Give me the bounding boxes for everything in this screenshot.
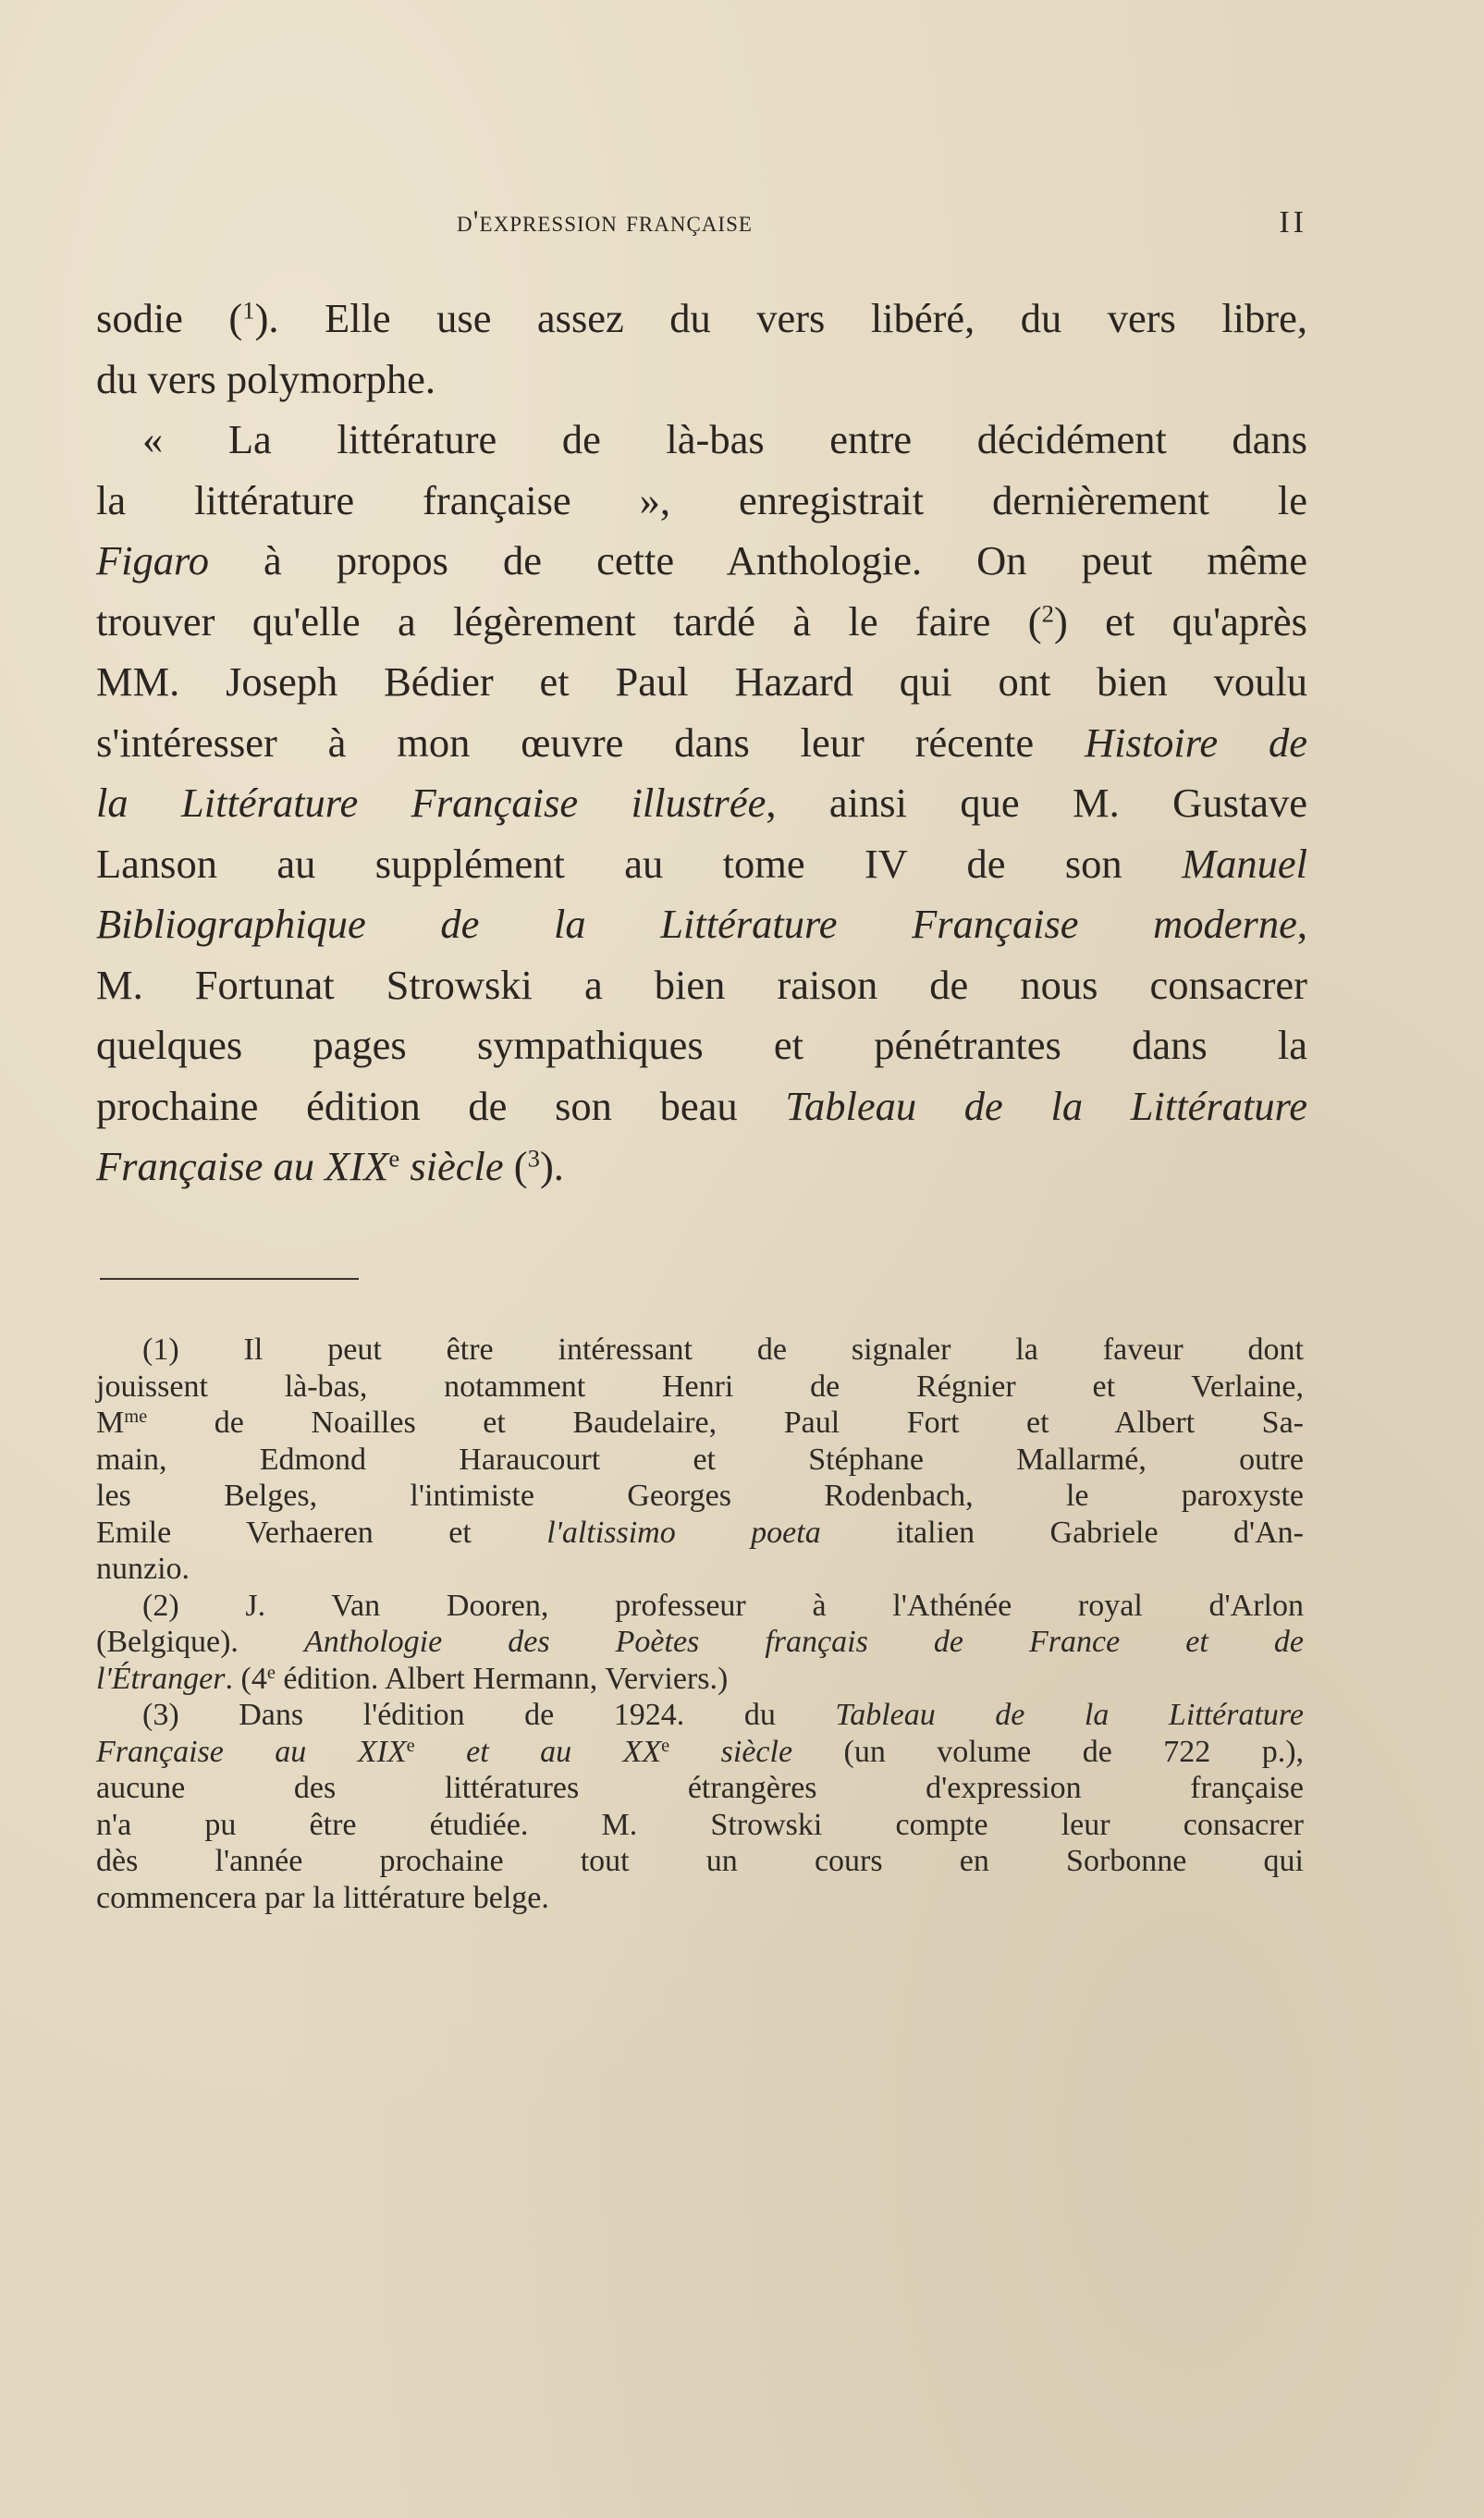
text-line: Française au XIXe siècle ($^3$). bbox=[96, 1143, 564, 1189]
text-line: Lanson au supplément au tome IV de son Manuel bbox=[96, 840, 1307, 887]
footnote-ref: 1 bbox=[242, 296, 255, 325]
text-line: du vers polymorphe. bbox=[96, 355, 436, 402]
text-line: la Littérature Française illustrée, ainsi que M. Gustave bbox=[96, 780, 1307, 826]
text-line: sodie ($^1$). Elle use assez du vers libéré, du vers libre, bbox=[96, 295, 1307, 341]
footnote-line: $M^{me}$ de Noailles et Baudelaire, Paul Fort et Albert Sa- bbox=[96, 1406, 1304, 1440]
running-header bbox=[96, 205, 1307, 252]
main-text bbox=[96, 289, 1307, 1198]
text-line: trouver qu'elle a légèrement tardé à le faire ($^2$) et qu'après bbox=[96, 597, 1307, 645]
text-line: quelques pages sympathiques et pénétrantes dans la bbox=[96, 1022, 1307, 1068]
footnote-ref: 3 bbox=[527, 1144, 540, 1173]
footnote-line: l'Étranger. (4e édition. Albert Hermann, Verviers.) bbox=[96, 1661, 729, 1696]
footnote-line: main, Edmond Haraucourt et Stéphane Mallarmé, outre bbox=[96, 1442, 1304, 1477]
text-line: « La littérature de là-bas entre décidément dans bbox=[142, 416, 1307, 462]
footnote-line: les Belges, l'intimiste Georges Rodenbach, le paroxyste bbox=[96, 1479, 1304, 1513]
text-line: Bibliographique de la Littérature Française moderne, bbox=[96, 901, 1307, 947]
page-number: II bbox=[1279, 205, 1307, 240]
footnote-line: n'a pu être étudiée. M. Strowski compte leur consacrer bbox=[96, 1807, 1304, 1842]
text-line: M. Fortunat Strowski a bien raison de nous consacrer bbox=[96, 961, 1307, 1008]
footnote-divider bbox=[100, 1278, 359, 1280]
text-line: MM. Joseph Bédier et Paul Hazard qui ont bien voulu bbox=[96, 658, 1307, 705]
footnotes bbox=[96, 1332, 1304, 1916]
footnote-line: Emile Verhaeren et l'altissimo poeta italien Gabriele d'An- bbox=[96, 1515, 1304, 1550]
text-line: s'intéresser à mon œuvre dans leur récente Histoire de bbox=[96, 719, 1308, 766]
footnote-line: jouissent là-bas, notamment Henri de Régnier et Verlaine, bbox=[96, 1369, 1304, 1404]
footnote-ref: 2 bbox=[1041, 598, 1054, 627]
footnote-2: (2) J. Van Dooren, professeur à l'Athénée royal d'Arlon bbox=[142, 1588, 1304, 1623]
footnote-line: dès l'année prochaine tout un cours en Sorbonne qui bbox=[96, 1844, 1304, 1878]
footnote-line: aucune des littératures étrangères d'expression française bbox=[96, 1771, 1304, 1805]
footnote-1: (1) Il peut être intéressant de signaler la faveur dont bbox=[142, 1333, 1304, 1367]
text-line: Figaro à propos de cette Anthologie. On peut même bbox=[96, 537, 1307, 583]
text-line: la littérature française », enregistrait dernièrement le bbox=[96, 476, 1307, 523]
footnote-line: nunzio. bbox=[96, 1552, 190, 1586]
text-line: prochaine édition de son beau Tableau de la Littérature bbox=[96, 1082, 1307, 1129]
running-title: d'expression française bbox=[457, 205, 753, 239]
footnote-line: commencera par la littérature belge. bbox=[96, 1880, 549, 1915]
footnote-line: Française au XIXe et au XXe siècle (un volume de 722 p.), bbox=[96, 1734, 1305, 1769]
footnote-3: (3) Dans l'édition de 1924. du Tableau de la Littérature bbox=[142, 1698, 1304, 1732]
footnote-line: (Belgique). Anthologie des Poètes français de France et de bbox=[96, 1625, 1304, 1659]
